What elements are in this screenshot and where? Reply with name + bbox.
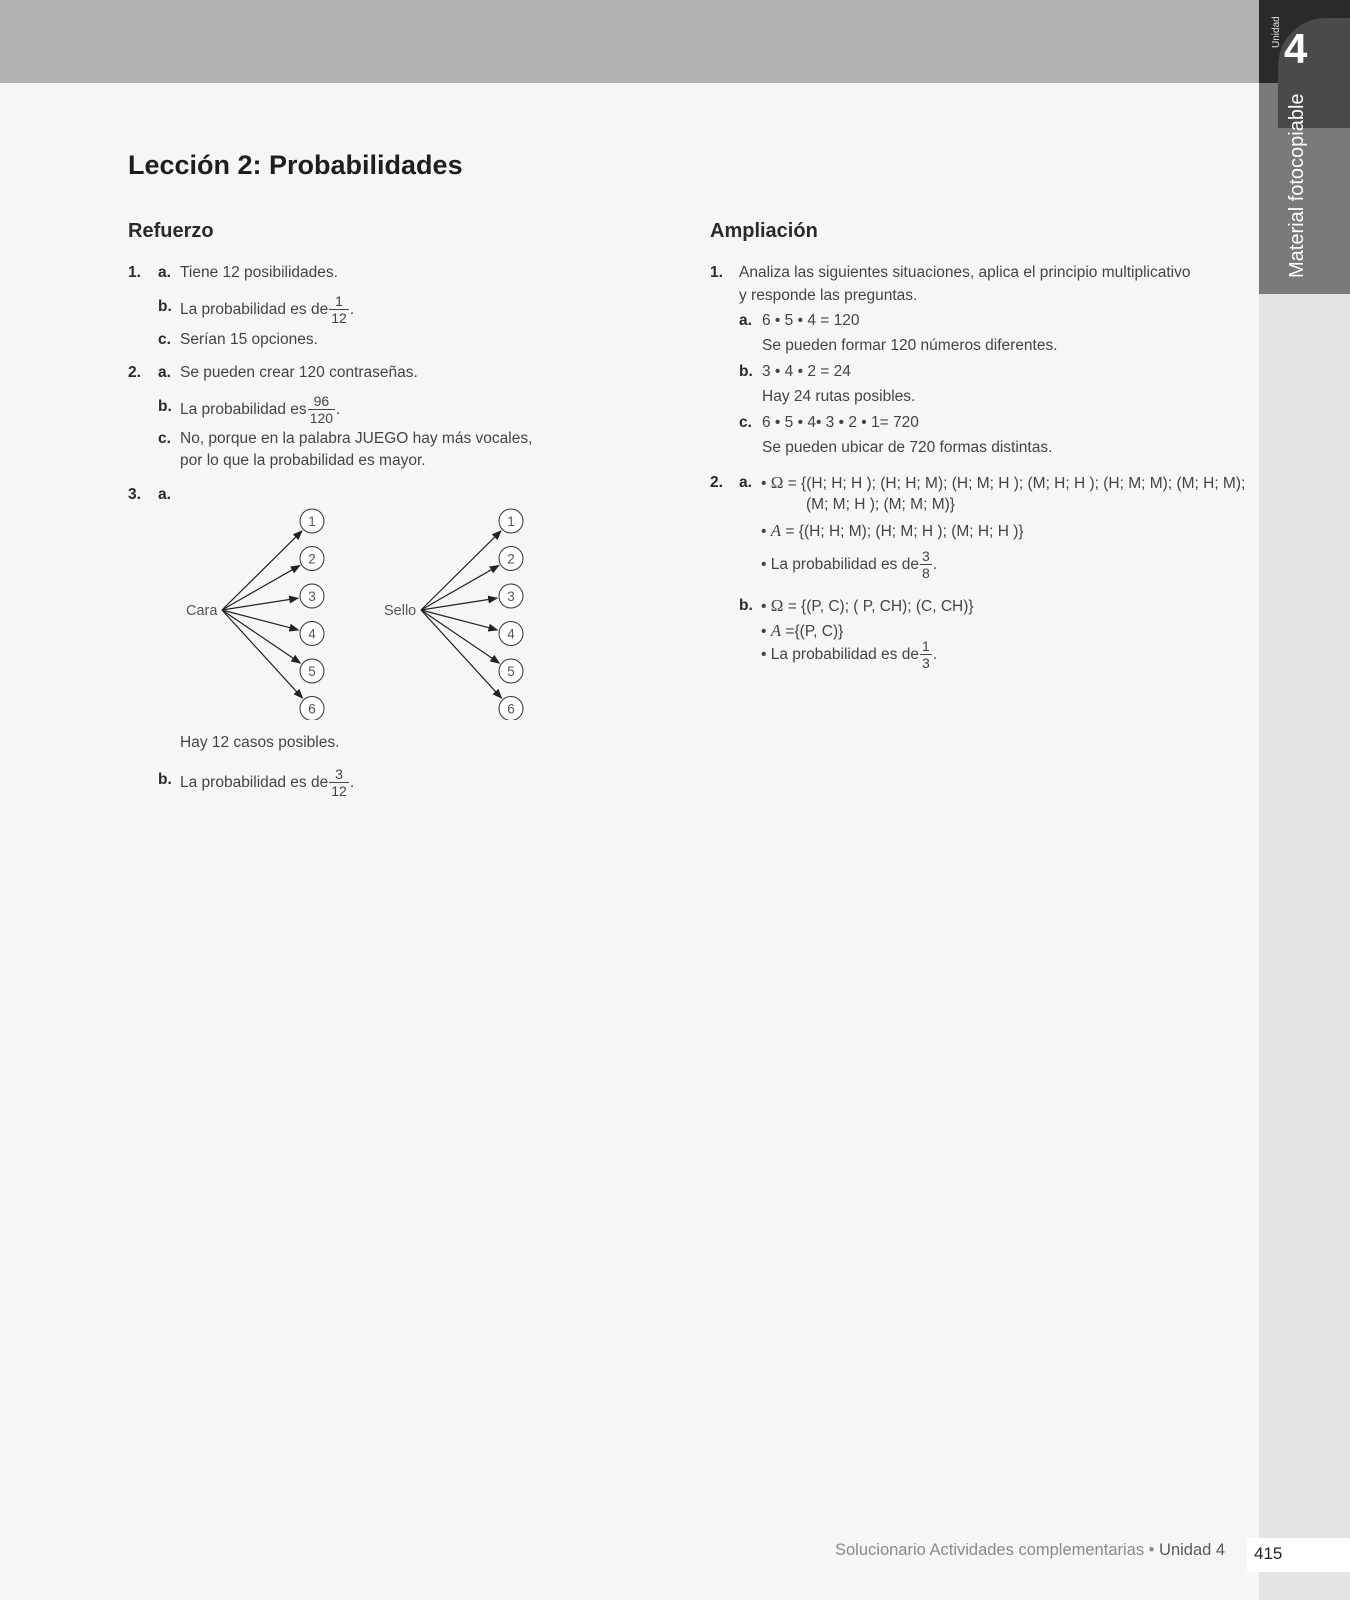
unit-number: 4 — [1284, 25, 1308, 72]
tree-node-label-sello-1: 1 — [507, 514, 515, 529]
amp-q1-c-text: Se pueden ubicar de 720 formas distintas. — [762, 439, 1053, 456]
q3-b-text: La probabilidad es de — [180, 774, 329, 791]
amp-q1-number: 1. — [710, 264, 723, 281]
q2-a-text: Se pueden crear 120 contraseñas. — [180, 364, 418, 381]
ampliacion-heading: Ampliación — [710, 220, 818, 242]
footer — [835, 1541, 1225, 1560]
tree-branch-cara-4 — [222, 610, 298, 630]
amp-q1-intro1: Analiza las siguientes situaciones, aplica el principio multiplicativo — [739, 264, 1191, 281]
q1-a-label: a. — [158, 264, 171, 281]
q2-c-label: c. — [158, 430, 171, 447]
tree-node-label-sello-2: 2 — [507, 551, 515, 567]
amp-q1-intro2: y responde las preguntas. — [739, 287, 918, 304]
unit-word: Unidad — [1271, 16, 1282, 48]
q1-b-numerator: 1 — [335, 293, 343, 310]
q1-a-text: Tiene 12 posibilidades. — [180, 264, 338, 281]
q2-b-text: La probabilidad es — [180, 401, 307, 418]
tree-root-cara: Cara — [186, 603, 218, 619]
amp-q1-a-calc: 6 • 5 • 4 = 120 — [762, 312, 860, 329]
amp-q2-a-denominator: 8 — [921, 565, 930, 582]
tree-branch-sello-4 — [421, 610, 497, 630]
amp-q2-b-denominator: 3 — [921, 655, 930, 672]
q3-b-fraction — [329, 766, 349, 799]
omega-symbol-b: Ω — [770, 596, 784, 615]
tree-node-label-cara-4: 4 — [308, 626, 316, 642]
event-a-symbol: A — [770, 521, 782, 540]
q2-b-label: b. — [158, 398, 172, 415]
tree-branches — [222, 531, 502, 698]
q2-number: 2. — [128, 364, 141, 381]
tree-node-label-cara-2: 2 — [308, 551, 316, 567]
amp-q2-a-numerator: 3 — [921, 548, 930, 565]
amp-q2-b-fraction — [920, 638, 932, 671]
event-a-symbol-b: A — [770, 621, 782, 640]
side-margin — [1259, 294, 1350, 1600]
amp-q2-b-numerator: 1 — [921, 638, 930, 655]
amp-q1-c-label: c. — [739, 414, 752, 431]
tree-branch-cara-5 — [222, 610, 300, 663]
q2-c-line1: No, porque en la palabra JUEGO hay más vocales, — [180, 430, 533, 447]
q3-number: 3. — [128, 486, 141, 503]
q2-b-denominator: 120 — [309, 410, 334, 427]
amp-q1-a-text: Se pueden formar 120 números diferentes. — [762, 337, 1058, 354]
page-title: Lección 2: Probabilidades — [128, 150, 463, 180]
amp-q2-a-omega-line1: • Ω = {(H; H; H ); (H; H; M); (H; M; H ); (M; H; H ); (H; M; M); (M; H; M); — [761, 473, 1246, 492]
amp-q1-b-text: Hay 24 rutas posibles. — [762, 388, 916, 405]
omega-symbol: Ω — [770, 473, 784, 492]
refuerzo-heading: Refuerzo — [128, 220, 214, 242]
q1-c-label: c. — [158, 331, 171, 348]
q3-b-label: b. — [158, 771, 172, 788]
tree-branch-sello-5 — [421, 610, 499, 663]
tree-root-sello: Sello — [384, 603, 417, 619]
footer-text: Solucionario Actividades complementarias — [835, 1541, 1145, 1559]
q1-c-text: Serían 15 opciones. — [180, 331, 318, 348]
amp-q2-b-omega: • Ω = {(P, C); ( P, CH); (C, CH)} — [761, 596, 974, 615]
amp-q2-a-label: a. — [739, 474, 752, 491]
footer-unit: Unidad 4 — [1159, 1541, 1226, 1559]
tree-node-label-cara-3: 3 — [308, 589, 316, 604]
amp-q2-a-fraction — [920, 548, 932, 581]
amp-q2-a-event: • A = {(H; H; M); (H; M; H ); (M; H; H )} — [761, 521, 1024, 540]
tree-node-label-cara-6: 6 — [308, 701, 316, 717]
amp-q2-b-prob: • La probabilidad es de $\frac{1}{3}$ . — [761, 638, 938, 672]
tree-node-label-cara-1: 1 — [308, 514, 316, 529]
tree-diagram — [0, 0, 560, 720]
footer-separator: • — [1144, 1541, 1160, 1559]
tree-branch-sello-6 — [421, 610, 502, 698]
amp-q2-b-event: • A ={(P, C)} — [761, 621, 844, 640]
q2-b-numerator: 96 — [313, 393, 330, 410]
tree-branch-cara-6 — [222, 610, 303, 698]
amp-q2-b-event-set: ={(P, C)} — [785, 623, 844, 640]
tree-node-label-sello-6: 6 — [507, 701, 515, 717]
q3-a-label: a. — [158, 486, 171, 503]
amp-q2-number: 2. — [710, 474, 723, 491]
amp-q2-b-prob-text: La probabilidad es de — [770, 646, 919, 663]
q3-b-numerator: 3 — [335, 766, 343, 783]
q3-a-text: Hay 12 casos posibles. — [180, 734, 340, 751]
amp-q2-a-event-set: = {(H; H; M); (H; M; H ); (M; H; H )} — [785, 523, 1024, 540]
q3-b-denominator: 12 — [331, 783, 347, 800]
q2-c-line2: por lo que la probabilidad es mayor. — [180, 452, 426, 469]
q1-b-line: La probabilidad es de $\frac{1}{12}$ . — [180, 293, 355, 327]
q1-b-label: b. — [158, 298, 172, 315]
amp-q2-a-omega-set1: = {(H; H; H ); (H; H; M); (H; M; H ); (M; H; H ); (H; M; M); (M; H; M); — [787, 475, 1246, 492]
tree-node-label-sello-4: 4 — [507, 626, 515, 642]
amp-q2-a-prob-text: La probabilidad es de — [770, 556, 919, 573]
amp-q2-b-label: b. — [739, 597, 753, 614]
amp-q1-b-label: b. — [739, 363, 753, 380]
q1-b-text: La probabilidad es de — [180, 301, 329, 318]
amp-q1-c-calc: 6 • 5 • 4• 3 • 2 • 1= 720 — [762, 414, 919, 431]
amp-q1-b-calc: 3 • 4 • 2 = 24 — [762, 363, 851, 380]
page-number: 415 — [1254, 1544, 1283, 1563]
q2-a-label: a. — [158, 364, 171, 381]
side-label: Material fotocopiable — [1286, 93, 1308, 278]
amp-q1-a-label: a. — [739, 312, 752, 329]
q1-number: 1. — [128, 264, 141, 281]
amp-q2-b-omega-set: = {(P, C); ( P, CH); (C, CH)} — [787, 598, 974, 615]
tree-node-label-sello-5: 5 — [507, 664, 515, 679]
tree-node-label-cara-5: 5 — [308, 664, 316, 679]
amp-q2-a-prob: • La probabilidad es de $\frac{3}{8}$ . — [761, 548, 938, 582]
q2-b-line: La probabilidad es $\frac{96}{120}$ . — [180, 393, 341, 427]
q3-b-line: La probabilidad es de $\frac{3}{12}$ . — [180, 766, 355, 800]
tree-node-label-sello-3: 3 — [507, 589, 515, 604]
amp-q2-a-omega-line2: (M; M; H ); (M; M; M)} — [806, 496, 955, 513]
q1-b-denominator: 12 — [331, 310, 347, 327]
